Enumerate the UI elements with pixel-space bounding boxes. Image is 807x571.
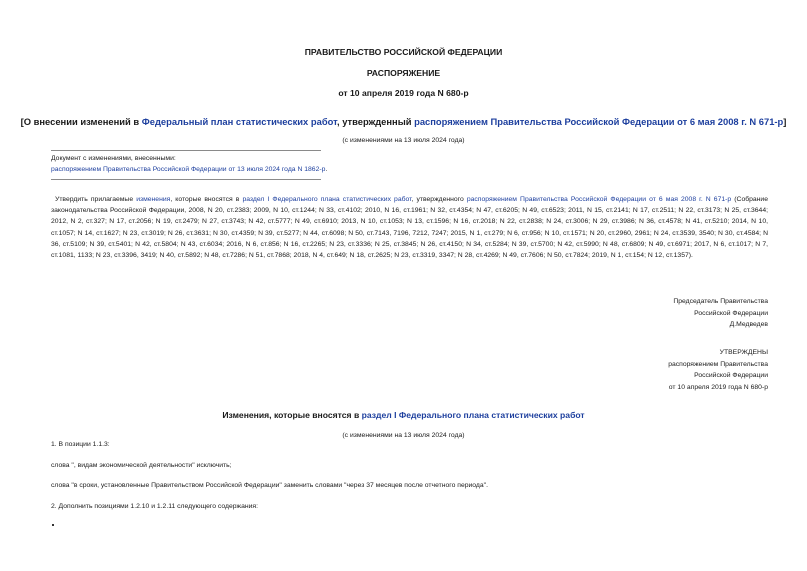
amendment-1862-link[interactable]: распоряжением Правительства Российской Федерации от 13 июля 2024 года N 1862-р (51, 166, 326, 173)
amendments-period: . (325, 166, 328, 173)
body-text-4: (Собрание законодательства Российской Федерации, 2008, N 20, ст.2383; 2009, N 10, ст.1244; N 33, ст.4102; 2010, N 16, ст.1961; N 32, ст.4354; N 47, ст.6205; N 49, ст.6523; 2011, N 15, ст.2141; N 17, ст.2511; N 22, ст.3173; N 25, ст.3644; 2012, N 2, ст.327; N 17, ст.2056; N 19, ст.2479; N 27, ст.3743; N 42, ст.5777; N 49, ст.6910; 2013, N 10, ст.1053; N 13, ст.1596; N 16, ст.2018; N 22, ст.2838; N 24, ст.3006; N 29, ст.3986; N 36, ст.4578; N 41, ст.5210; 2014, N 10, ст.1057; N 14, ст.1627; N 23, ст.3019; N 26, ст.3631; N 30, ст.4359; N 39, ст.5277; N 44, ст.6098; N 50, ст.7143, 7196, 7212, 7247; 2015, N 1, ст.279; N 6, ст.956; N 10, ст.1571; N 20, ст.2960, 2961; N 24, ст.3539, 3540; N 30, ст.4584; N 36, ст.5109; N 39, ст.5401; N 42, ст.5804; N 43, ст.6034; 2016, N 6, ст.856; N 16, ст.2265; N 23, ст.3336; N 25, ст.3845; N 26, ст.4150; N 34, ст.5284; N 39, ст.5700; N 42, ст.5990; N 48, ст.6809; N 49, ст.6971; 2017, N 6, ст.1017; N 7, ст.1081, 1133; N 23, ст.3396, 3419; N 40, ст.5892; N 48, ст.7286; N 51, ст.7868; 2018, N 4, ст.649; N 18, ст.2625; N 23, ст.3319, 3347; N 28, ст.4269; N 49, ст.7606; N 50, ст.7824; 2019, N 1, ст.154; N 12, ст.1357). (51, 196, 769, 260)
approved-line-2: распоряжением Правительства (668, 360, 768, 368)
title-mid: , утвержденный (336, 116, 415, 127)
section-title-text: Изменения, которые вносятся в (222, 410, 362, 420)
government-name: ПРАВИТЕЛЬСТВО РОССИЙСКОЙ ФЕДЕРАЦИИ (304, 47, 503, 57)
body-text-2: , которые вносятся в (170, 196, 243, 203)
revision-note: (с изменениями на 13 июля 2024 года) (342, 137, 465, 144)
federal-plan-link[interactable]: Федеральный план статистических работ (141, 116, 337, 127)
title-open: [О внесении изменений в (20, 116, 142, 127)
signature-line-1: Председатель Правительства (673, 298, 768, 305)
list-bullet (52, 524, 54, 526)
amendments-entry (51, 166, 327, 173)
amendments-label: Документ с изменениями, внесенными: (51, 155, 176, 162)
body-text-3: , утвержденного (411, 196, 467, 203)
section-i-link[interactable]: раздел I Федерального плана статистических работ (242, 196, 412, 203)
paragraph-1: 1. В позиции 1.1.3: (51, 441, 110, 448)
paragraph-4: 2. Дополнить позициями 1.2.10 и 1.2.11 следующего содержания: (51, 503, 258, 510)
signature-line-3: Д.Медведев (729, 321, 768, 329)
paragraph-3: слова "в сроки, установленные Правительством Российской Федерации" заменить словами "через 37 месяцев после отчетного периода". (51, 482, 488, 489)
document-date-number: от 10 апреля 2019 года N 680-р (338, 88, 469, 98)
body-paragraph (51, 194, 768, 261)
body-text-1: Утвердить прилагаемые (55, 196, 137, 203)
signature-block (673, 296, 768, 331)
document-title (0, 116, 807, 127)
title-close: ] (783, 116, 787, 127)
amendments-rule-top (51, 150, 321, 151)
section-title-link[interactable]: раздел I Федерального плана статистических работ (361, 410, 585, 420)
changes-link[interactable]: изменения (136, 196, 171, 203)
section-revision-note: (с изменениями на 13 июля 2024 года) (342, 432, 465, 439)
approved-line-3: Российской Федерации (694, 372, 768, 380)
approved-block (668, 347, 768, 393)
order-671-link[interactable]: распоряжением Правительства Российской Федерации от 6 мая 2008 г. N 671-р (414, 116, 784, 127)
section-title (0, 410, 807, 420)
approved-line-1: УТВЕРЖДЕНЫ (719, 349, 768, 356)
amendments-rule-bottom (51, 179, 321, 180)
approved-line-4: от 10 апреля 2019 года N 680-р (668, 383, 768, 391)
order-671-body-link[interactable]: распоряжением Правительства Российской Федерации от 6 мая 2008 г. N 671-р (466, 196, 732, 203)
document-type: РАСПОРЯЖЕНИЕ (366, 68, 441, 78)
paragraph-2: слова ", видам экономической деятельности" исключить; (51, 462, 232, 469)
signature-line-2: Российской Федерации (694, 309, 768, 317)
